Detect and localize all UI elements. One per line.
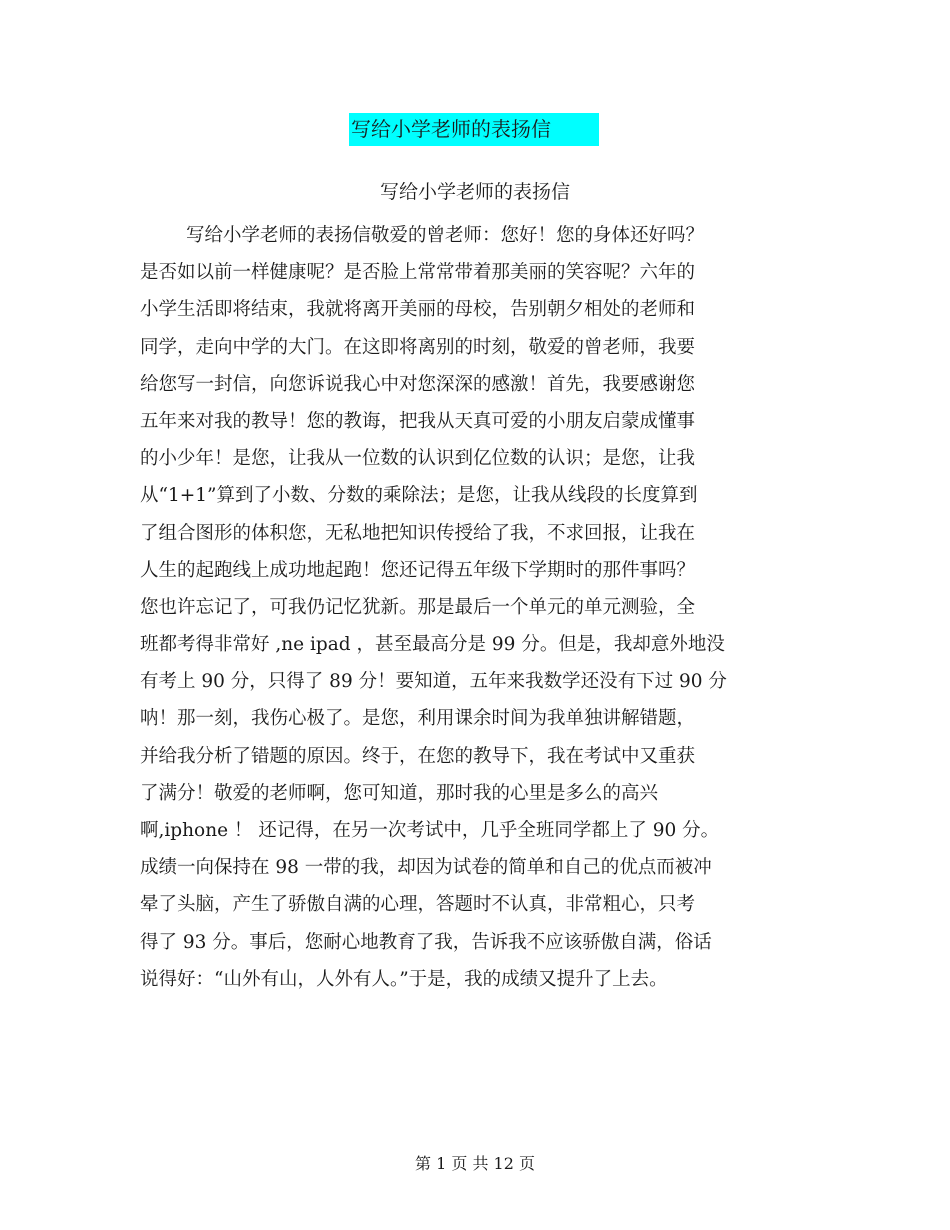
body-line: 啊,iphone ！ 还记得，在另一次考试中，几乎全班同学都上了 90 分。 [140,820,720,841]
body-line: 班都考得非常好 ,ne ipad ，甚至最高分是 99 分。但是，我却意外地没 [140,634,725,656]
document-title: 写给小学老师的表扬信 [349,113,599,146]
body-line: 说得好：“山外有山，人外有人。”于是，我的成绩又提升了上去。 [140,968,668,990]
body-line: 了满分！敬爱的老师啊，您可知道，那时我的心里是多么的高兴 [140,782,659,804]
body-line: 得了 93 分。事后，您耐心地教育了我，告诉我不应该骄傲自满，俗话 [140,931,712,953]
body-line: 从“1+1”算到了小数、分数的乘除法；是您，让我从线段的长度算到 [140,485,698,507]
body-line: 五年来对我的教导！您的教诲，把我从天真可爱的小朋友启蒙成懂事 [140,410,696,432]
page-number-footer: 第 1 页 共 12 页 [415,1154,535,1173]
body-line: 给您写一封信，向您诉说我心中对您深深的感激！首先，我要感谢您 [140,373,696,395]
body-line: 呐！那一刻，我伤心极了。是您，利用课余时间为我单独讲解错题， [140,708,696,730]
body-line: 是否如以前一样健康呢？是否脸上常常带着那美丽的笑容呢？六年的 [140,262,696,284]
document-subtitle: 写给小学老师的表扬信 [379,181,570,203]
body-line: 并给我分析了错题的原因。终于，在您的教导下，我在考试中又重获 [140,745,696,767]
body-line: 的小少年！是您，让我从一位数的认识到亿位数的认识；是您，让我 [140,448,696,470]
letter-body [140,217,840,998]
body-line: 人生的起跑线上成功地起跑！您还记得五年级下学期时的那件事吗？ [140,559,696,581]
body-line: 成绩一向保持在 98 一带的我，却因为试卷的简单和自己的优点而被冲 [140,857,712,879]
body-line: 您也许忘记了，可我仍记忆犹新。那是最后一个单元的单元测验，全 [140,596,696,618]
body-line: 同学，走向中学的大门。在这即将离别的时刻，敬爱的曾老师，我要 [140,336,696,358]
body-line: 了组合图形的体积您，无私地把知识传授给了我，不求回报，让我在 [140,522,696,544]
body-line: 小学生活即将结束，我就将离开美丽的母校，告别朝夕相处的老师和 [140,299,696,321]
body-line: 写给小学老师的表扬信敬爱的曾老师：您好！您的身体还好吗？ [186,225,705,246]
body-line: 有考上 90 分，只得了 89 分！要知道，五年来我数学还没有下过 90 分 [140,671,727,693]
body-line: 晕了头脑，产生了骄傲自满的心理，答题时不认真，非常粗心，只考 [140,894,696,916]
